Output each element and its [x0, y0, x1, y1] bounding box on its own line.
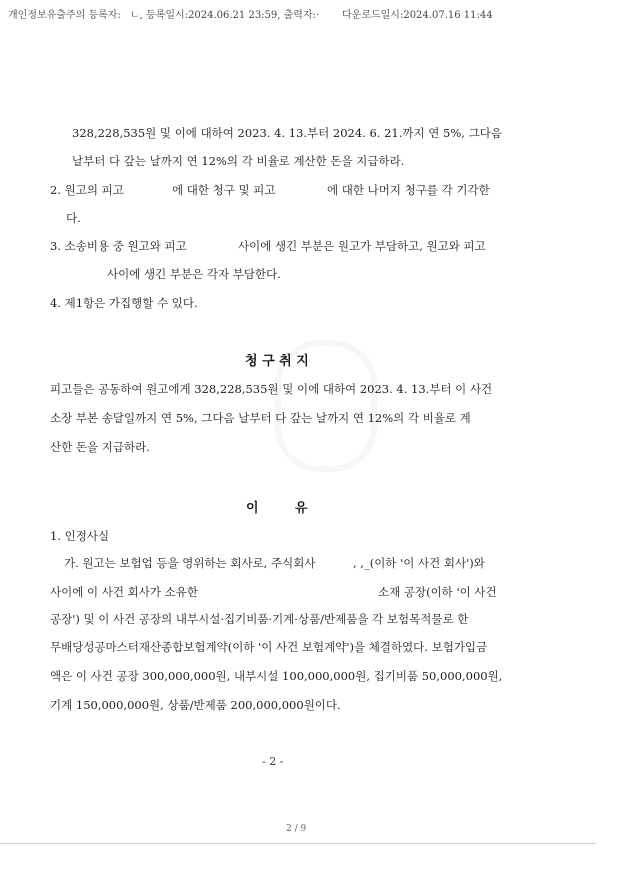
page-bottom-rule — [0, 843, 596, 844]
order-item2-part3: 에 대한 나머지 청구를 각 기각한 — [327, 183, 490, 197]
order-item1-line1: 328,228,535원 및 이에 대하여 2023. 4. 13.부터 2024. 6. 21.까지 연 5%, 그다음 — [72, 126, 502, 140]
claim-heading: 청 구 취 지 — [245, 354, 309, 369]
order-item2-line2: 다. — [66, 211, 81, 225]
header-downloaded-at: 다운로드일시:2024.07.16 11:44 — [342, 10, 493, 21]
order-item4: 4. 제1항은 가집행할 수 있다. — [50, 296, 198, 310]
facts-line3: 공장') 및 이 사건 공장의 내부시설·집기비품·기계·상품/반제품을 각 보험목적물로 한 — [50, 612, 469, 626]
facts-line2-a: 사이에 이 사건 회사가 소유한 — [50, 585, 198, 599]
section-facts-title: 1. 인정사실 — [50, 529, 110, 543]
facts-line1-a: 가. 원고는 보험업 등을 영위하는 회사로, 주식회사 — [64, 556, 316, 570]
order-item1-line2: 날부터 다 갚는 날까지 연 12%의 각 비율로 계산한 돈을 지급하라. — [72, 154, 405, 168]
facts-line2-b: 소재 공장(이하 '이 사건 — [378, 585, 497, 599]
order-item3-part2: 사이에 생긴 부분은 원고가 부담하고, 원고와 피고 — [238, 239, 486, 253]
claim-line1: 피고들은 공동하여 원고에게 328,228,535원 및 이에 대하여 2023. 4. 13.부터 이 사건 — [50, 382, 493, 396]
order-item3-line2: 사이에 생긴 부분은 각자 부담한다. — [107, 267, 281, 281]
header-registered-at: ㄴ, 등록일시:2024.06.21 23:59, 출력자:· — [130, 10, 320, 21]
reasons-heading: 이 유 — [246, 501, 308, 516]
facts-line1-b: , ,_(이하 '이 사건 회사')와 — [353, 556, 485, 570]
claim-line2: 소장 부본 송달일까지 연 5%, 그다음 날부터 다 갚는 날까지 연 12%의 각 비율로 계 — [50, 411, 471, 425]
order-item3-part1: 3. 소송비용 중 원고와 피고 — [50, 239, 187, 253]
page-footer-counter: 2 / 9 — [286, 824, 307, 834]
claim-line3: 산한 돈을 지급하라. — [50, 440, 150, 454]
facts-line6: 기계 150,000,000원, 상품/반제품 200,000,000원이다. — [50, 698, 341, 712]
facts-line5: 액은 이 사건 공장 300,000,000원, 내부시설 100,000,000원, 집기비품 50,000,000원, — [50, 669, 503, 683]
order-item2-part1: 2. 원고의 피고 — [50, 183, 124, 197]
facts-line4: 무배당성공마스터재산종합보험계약(이하 '이 사건 보험계약')을 체결하였다. 보험가입금 — [50, 640, 488, 654]
page-number: - 2 - — [262, 755, 284, 768]
order-item2-part2: 에 대한 청구 및 피고 — [172, 183, 276, 197]
header-registrant: 개인정보유출주의 등록자: — [8, 10, 121, 21]
